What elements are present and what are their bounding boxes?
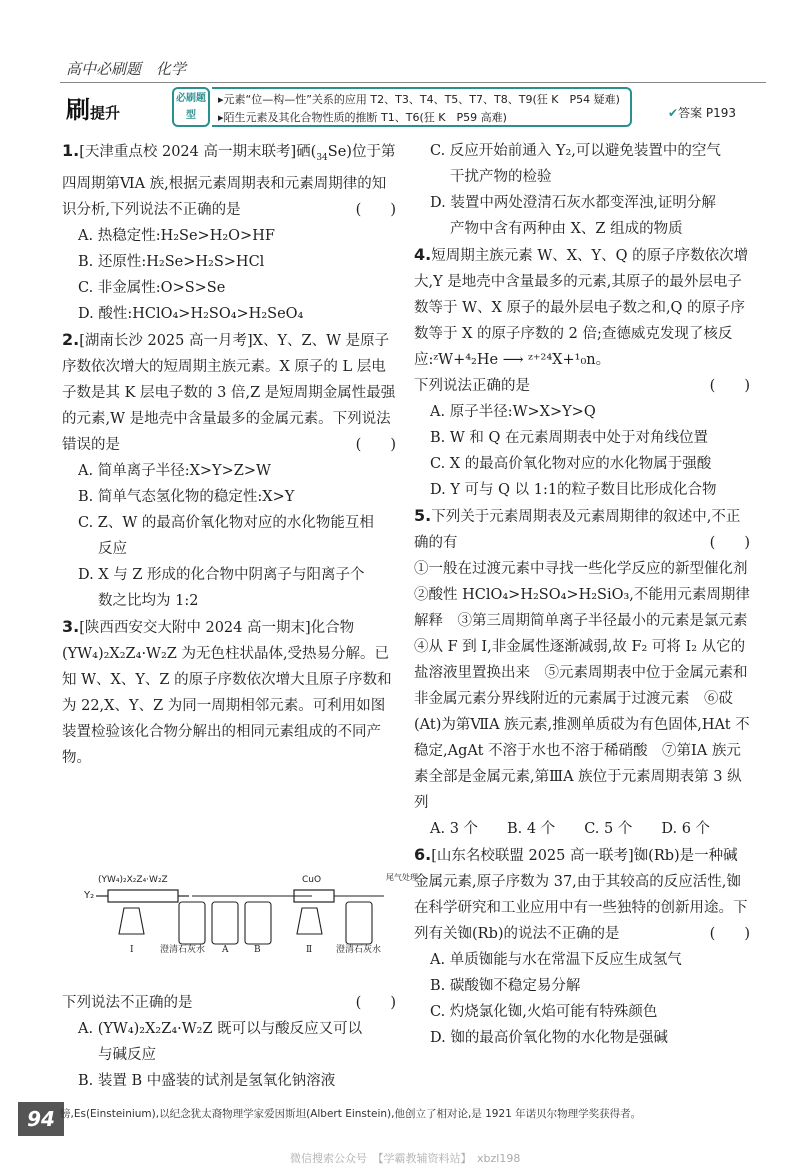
section-title: [66, 90, 120, 125]
q2-option-a: A. 简单离子半径:X>Y>Z>W: [78, 462, 271, 479]
tube-1: [108, 890, 178, 902]
q4-stem-text: 短周期主族元素 W、X、Y、Q 的原子序数依次增大,Y 是地壳中含量最多的元素,其原子的最外层电子数等于 W、X 原子的最外层电子数之和,Q 的原子序数等于 X 的原子序数的 2 倍;查德威克发现了核反应:: [414, 248, 749, 368]
label-y2: Y₂: [84, 890, 95, 901]
answer-ref-text: 答案 P193: [678, 106, 737, 120]
q3-option-b: B. 装置 B 中盛装的试剂是氢氧化钠溶液: [78, 1073, 336, 1089]
q1-stem-b: Se)位于第四周期第ⅥA 族,根据元素周期表和元素周期律的知识分析,下列说法不正确的是: [62, 144, 396, 218]
label-cuo: CuO: [302, 875, 322, 885]
q1-option-d: D. 酸性:HClO₄>H₂SO₄>H₂SeO₄: [78, 305, 304, 322]
bottle-1: [179, 902, 205, 944]
q2-stem-text: X、Y、Z、W 是原子序数依次增大的短周期主族元素。X 原子的 L 层电子数是其 K 层电子数的 3 倍,Z 是短周期金属性最强的元素,W 是地壳中含量最多的金属元素。下列说法错误的是: [62, 332, 396, 453]
page-number: 94: [18, 1102, 64, 1136]
q5-number: 5.: [414, 506, 432, 525]
q1-option-a: A. 热稳定性:H₂Se>H₂O>HF: [78, 227, 275, 244]
q6-stem-text: 铷(Rb)是一种碱金属元素,原子序数为 37,由于其较高的反应活性,铷在科学研究和工业应用中有一些独特的创新用途。下列有关铷(Rb)的说法不正确的是: [414, 848, 748, 942]
q4-question: [414, 373, 750, 399]
q2-source: [湖南长沙 2025 高一月考]: [79, 332, 253, 349]
question-type-tag: 必刷题型: [172, 87, 210, 127]
q3-question: [62, 990, 396, 1016]
watermark: 微信搜索公众号 【学霸教辅资料站】 xbzl198: [290, 1152, 521, 1165]
question-type-box: [212, 87, 632, 127]
q1-option-b: B. 还原性:H₂Se>H₂S>HCl: [78, 253, 265, 270]
header-rule: [60, 82, 766, 83]
q3-option-c: C. 反应开始前通入 Y₂,可以避免装置中的空气: [430, 143, 721, 159]
q4-reaction: ᶻW+⁴₂He ⟶ ᶻ⁺²⁴X+¹₀n。: [433, 352, 611, 368]
q1-stem-pre: 34: [316, 152, 328, 163]
bottle-a: [212, 902, 238, 944]
bottle-2: [346, 902, 372, 944]
book-header: 高中必刷题 化学: [66, 60, 187, 78]
label-b: B: [254, 945, 261, 955]
q1-option-c: C. 非金属性:O>S>Se: [78, 279, 226, 296]
q4-number: 4.: [414, 245, 432, 264]
q3-stem-text: 化合物(YW₄)₂X₂Z₄·W₂Z 为无色柱状晶体,受热易分解。已知 W、X、Y、Z 的原子序数依次增大且原子序数和为 22,X、Y、Z 为同一周期相邻元素。可利用如图装置检验该化合物分解出的相同元素组成的不同产物。: [62, 619, 392, 766]
right-column: [414, 138, 762, 1051]
burner-1: [119, 908, 144, 934]
q3-stem: [62, 614, 396, 771]
q3-option-d-cont: 产物中含有两种由 X、Z 组成的物质: [450, 221, 683, 237]
q5-options: A. 3 个 B. 4 个 C. 5 个 D. 6 个: [430, 821, 711, 837]
q2-stem: [62, 327, 396, 458]
q2-option-c-cont: 反应: [98, 540, 127, 557]
q2-number: 2.: [62, 329, 80, 349]
q3-option-a-cont: 与碱反应: [98, 1047, 156, 1063]
q3-source: [陕西西安交大附中 2024 高一期末]: [79, 619, 311, 636]
q4-paren: ( ): [709, 378, 750, 394]
q6-paren: ( ): [709, 926, 750, 942]
check-icon: ✔: [668, 106, 679, 120]
label-tail: 尾气处理: [386, 873, 418, 882]
q4-question-text: 下列说法正确的是: [414, 378, 530, 394]
q2-paren: ( ): [355, 436, 396, 453]
q2-option-c: C. Z、W 的最高价氧化物对应的水化物能互相: [78, 514, 374, 531]
q4-option-c: C. X 的最高价氧化物对应的水化物属于强酸: [430, 456, 712, 472]
q3-option-d: D. 装置中两处澄清石灰水都变浑浊,证明分解: [430, 195, 716, 211]
q3-option-a: A. (YW₄)₂X₂Z₄·W₂Z 既可以与酸反应又可以: [78, 1021, 363, 1037]
section-title-small: 提升: [90, 104, 121, 122]
q1-source: [天津重点校 2024 高一期末联考]: [79, 144, 297, 160]
type-line-2: ▸陌生元素及其化合物性质的推断 T1、T6(狂 K P59 高难): [218, 111, 507, 124]
q3-option-c-cont: 干扰产物的检验: [450, 169, 552, 185]
q4-stem: [414, 242, 750, 373]
left-column-bottom: [62, 990, 396, 1094]
footer-note: 镑,Es(Einsteinium),以纪念犹太裔物理学家爱因斯坦(Albert Einstein),他创立了相对论,是 1921 年诺贝尔物理学奖获得者。: [60, 1108, 642, 1120]
q5-statements: ①一般在过渡元素中寻找一些化学反应的新型催化剂 ②酸性 HClO₄>H₂SO₄>H₂SiO₃,不能用元素周期律解释 ③第三周期简单离子半径最小的元素是氯元素 ④从 F 到 I,非金属性逐渐减弱,故 F₂ 可将 I₂ 从它的盐溶液里置换出来 ⑤元素周期表中位于金属元素和非金属元素分界线附近的元素属于过渡元素 ⑥砹(At)为第ⅦA 族元素,推测单质砹为有色固体,HAt 不稳定,AgAt 不溶于水也不溶于稀硝酸 ⑦第ⅠA 族元素全部是金属元素,第ⅢA 族位于元素周期表第 3 纵列: [414, 561, 762, 811]
q6-option-a: A. 单质铷能与水在常温下反应生成氢气: [430, 952, 682, 968]
label-lime-1: 澄清石灰水: [160, 945, 206, 955]
q2-option-d: D. X 与 Z 形成的化合物中阴离子与阳离子个: [78, 566, 365, 583]
q6-option-b: B. 碳酸铷不稳定易分解: [430, 978, 581, 994]
q3-number: 3.: [62, 616, 80, 636]
q1-paren: ( ): [355, 201, 396, 218]
q2-option-d-cont: 数之比均为 1:2: [98, 592, 199, 609]
apparatus-diagram: [84, 872, 418, 962]
q3-paren: ( ): [355, 995, 396, 1011]
q6-option-d: D. 铷的最高价氧化物的水化物是强碱: [430, 1030, 668, 1046]
q1-stem-a: 硒(: [296, 144, 317, 160]
q6-option-c: C. 灼烧氯化铷,火焰可能有特殊颜色: [430, 1004, 658, 1020]
label-compound: (YW₄)₂X₂Z₄·W₂Z: [98, 875, 168, 885]
q4-option-a: A. 原子半径:W>X>Y>Q: [430, 404, 596, 420]
label-a: A: [222, 945, 229, 955]
q6-stem: [414, 842, 750, 947]
label-ii: Ⅱ: [306, 945, 313, 955]
q5-stem-text: 下列关于元素周期表及元素周期律的叙述中,不正确的有: [414, 509, 741, 551]
q2-option-b: B. 简单气态氢化物的稳定性:X>Y: [78, 488, 295, 505]
bottle-b: [245, 902, 271, 944]
q4-option-d: D. Y 可与 Q 以 1:1的粒子数目比形成化合物: [430, 482, 717, 498]
answer-ref: [668, 104, 736, 121]
left-column: [62, 138, 396, 771]
q1-stem: [62, 138, 396, 223]
q5-stem: [414, 503, 750, 556]
q4-option-b: B. W 和 Q 在元素周期表中处于对角线位置: [430, 430, 708, 446]
label-i: Ⅰ: [130, 945, 134, 955]
q6-source: [山东名校联盟 2025 高一联考]: [431, 848, 634, 864]
type-line-1: ▸元素“位—构—性”关系的应用 T2、T3、T4、T5、T7、T8、T9(狂 K P54 疑难): [218, 93, 620, 106]
q5-paren: ( ): [709, 535, 750, 551]
label-lime-2: 澄清石灰水: [336, 945, 382, 955]
q6-number: 6.: [414, 845, 432, 864]
burner-2: [297, 908, 322, 934]
q1-number: 1.: [62, 141, 80, 160]
section-title-big: 刷: [66, 96, 90, 124]
q3-question-text: 下列说法不正确的是: [62, 995, 193, 1011]
